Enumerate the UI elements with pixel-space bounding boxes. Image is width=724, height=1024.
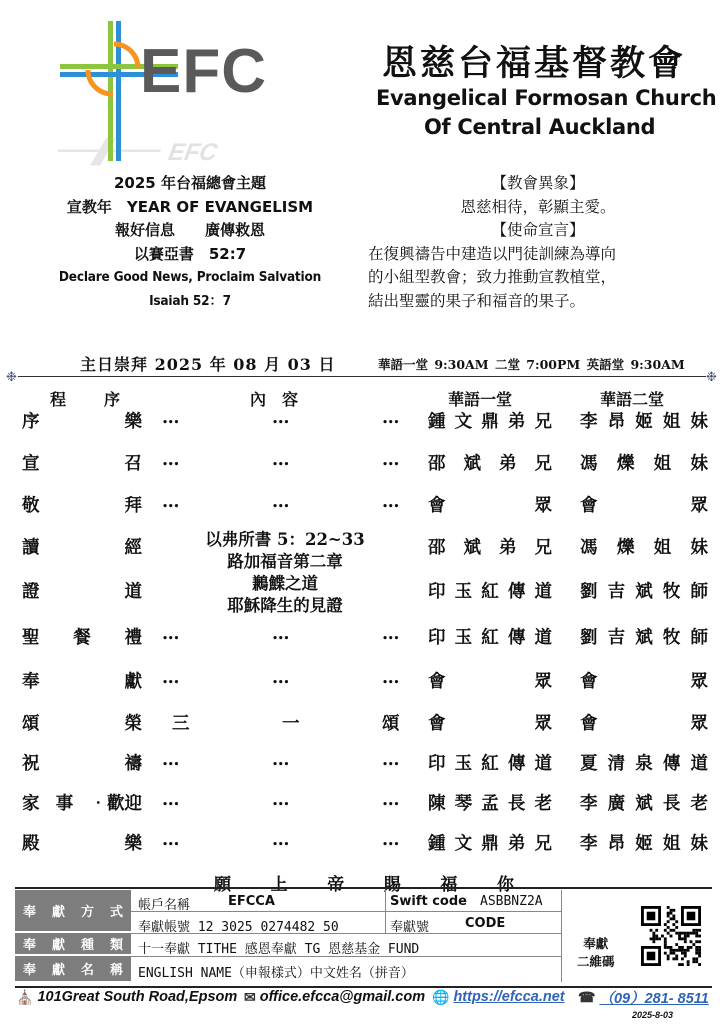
footer-address: ⛪ 101Great South Road,Epsom <box>16 988 238 1005</box>
program-header-order: 程 序 <box>50 390 120 409</box>
blessing: 願 上 帝 賜 福 你 <box>214 875 514 895</box>
ellipsis: … <box>382 668 400 688</box>
program-item: 殿 樂 <box>22 834 142 854</box>
service1-person: 印 玉 紅 傳 道 <box>428 754 552 774</box>
ellipsis: … <box>162 492 180 512</box>
mission-line: 的小組型教會；致力推動宣教植堂， <box>368 268 617 286</box>
program-item: 祝 禱 <box>22 754 142 774</box>
service2-person: 劉 吉 斌 牧 師 <box>580 628 708 648</box>
globe-icon: 🌐 <box>432 988 450 1005</box>
program-row <box>0 624 724 654</box>
logo-text: EFC <box>140 37 267 106</box>
account-name: EFCCA <box>228 894 275 909</box>
theme-line: 報好信息 廣傳救恩 <box>114 221 265 239</box>
program-item: 頌 榮 <box>22 714 142 734</box>
ellipsis: … <box>382 750 400 770</box>
offering-method-label: 奉 獻 方 式 <box>15 890 131 932</box>
program-content: 鶼鰈之道 耶穌降生的見證 <box>227 574 343 615</box>
program-content: 三 <box>172 714 190 734</box>
service1-person: 會 眾 <box>428 714 552 734</box>
program-item: 奉 獻 <box>22 672 142 692</box>
ellipsis: … <box>162 790 180 810</box>
vision-mission <box>368 172 708 313</box>
mission-line: 結出聖靈的果子和福音的果子。 <box>368 291 586 310</box>
ellipsis: … <box>382 450 400 470</box>
service2-person: 李 廣 斌 長 老 <box>580 794 708 814</box>
theme-line: 宣教年 YEAR OF EVANGELISM <box>66 197 314 216</box>
program-row <box>0 450 724 480</box>
annual-theme <box>20 172 360 313</box>
church-name-en-line2: Of Central Auckland <box>424 115 656 139</box>
program-row <box>0 710 724 740</box>
ellipsis: … <box>272 830 290 850</box>
program-item: 證 道 <box>22 582 142 602</box>
church-name-en-line1: Evangelical Formosan Church <box>376 86 717 110</box>
svg-text:EFC: EFC <box>164 139 222 166</box>
program-row <box>0 492 724 522</box>
service2-person: 會 眾 <box>580 496 708 516</box>
service1-person: 邵 斌 弟 兄 <box>428 538 552 558</box>
service2-person: 會 眾 <box>580 714 708 734</box>
church-name-cn: 恩慈台福基督教會 <box>382 44 687 84</box>
service2-person: 馮 爍 姐 妹 <box>580 538 708 558</box>
program-content: 一 <box>282 714 300 734</box>
ellipsis: … <box>272 668 290 688</box>
ellipsis: … <box>382 790 400 810</box>
offering-type-label: 奉 獻 種 類 <box>15 933 131 955</box>
program-header-service2: 華語二堂 <box>600 390 665 409</box>
service-times: 華語一堂 9:30AM 二堂 7:00PM 英語堂 9:30AM <box>378 357 685 372</box>
program-row <box>0 750 724 780</box>
program-content: 以弗所書 5：22~33 路加福音第二章 <box>205 530 365 571</box>
flower-ornament-icon: ❉ <box>706 370 717 385</box>
footer-website[interactable]: 🌐 https://efcca.net <box>432 988 565 1005</box>
program-item: 敬 拜 <box>22 496 142 516</box>
swift-code-label: Swift code <box>390 894 467 909</box>
service2-person: 會 眾 <box>580 672 708 692</box>
divider <box>561 890 562 982</box>
service2-person: 夏 清 泉 傳 道 <box>580 754 708 774</box>
qr-code[interactable] <box>641 906 701 966</box>
program-row <box>0 530 724 571</box>
program-item: 宣 召 <box>22 454 142 474</box>
program-header-content: 內 容 <box>250 390 299 409</box>
divider <box>131 911 561 912</box>
ellipsis: … <box>272 492 290 512</box>
vision-title: 【教會異象】 <box>491 174 585 192</box>
service1-person: 印 玉 紅 傳 道 <box>428 628 552 648</box>
mission-line: 在復興禱告中建造以門徒訓練為導向 <box>368 244 617 263</box>
ellipsis: … <box>162 830 180 850</box>
service2-person: 馮 爍 姐 妹 <box>580 454 708 474</box>
service2-person: 李 昂 姬 姐 妹 <box>580 834 708 854</box>
offering-name-format: ENGLISH NAME（申報樣式）中文姓名（拼音） <box>138 966 414 981</box>
ellipsis: … <box>162 624 180 644</box>
church-icon: ⛪ <box>16 988 34 1005</box>
program-content: 頌 <box>382 714 400 734</box>
service1-person: 鍾 文 鼎 弟 兄 <box>428 412 552 432</box>
program-row <box>0 830 724 860</box>
ellipsis: … <box>162 750 180 770</box>
vision-text: 恩慈相待，彰顯主愛。 <box>460 197 616 216</box>
ellipsis: … <box>162 450 180 470</box>
ellipsis: … <box>272 750 290 770</box>
program-row <box>0 790 724 820</box>
program-row <box>0 668 724 698</box>
code-label: 奉獻號 <box>390 920 430 935</box>
account-name-label: 帳戶名稱 <box>138 898 191 913</box>
code-value: CODE <box>465 916 506 931</box>
footer-email[interactable]: ✉ office.efcca@gmail.com <box>244 988 426 1005</box>
ellipsis: … <box>382 492 400 512</box>
theme-line: Isaiah 52：7 <box>149 292 231 309</box>
program-item: 家 事 ‧歡迎 <box>22 794 142 814</box>
mission-title: 【使命宣言】 <box>491 221 585 239</box>
offering-types: 十一奉獻 TITHE 感恩奉獻 TG 恩慈基金 FUND <box>138 942 420 957</box>
service-date: 主日崇拜 2025 年 08 月 03 日 <box>80 355 336 374</box>
phone-icon: ☎ <box>578 988 596 1005</box>
service1-person: 陳 琴 孟 長 老 <box>428 794 552 814</box>
ellipsis: … <box>162 408 180 428</box>
program-row <box>0 574 724 615</box>
ellipsis: … <box>272 450 290 470</box>
theme-line: 以賽亞書 52:7 <box>133 244 247 263</box>
footer-phone[interactable]: ☎ （09）281- 8511 <box>578 988 709 1007</box>
theme-line: Declare Good News, Proclaim Salvation <box>58 269 322 285</box>
qr-label: 奉獻 二維碼 <box>577 936 615 969</box>
ellipsis: … <box>382 624 400 644</box>
ellipsis: … <box>382 830 400 850</box>
service2-person: 劉 吉 斌 牧 師 <box>580 582 708 602</box>
ellipsis: … <box>382 408 400 428</box>
date-tag: 2025-8-03 <box>632 1010 674 1020</box>
service1-person: 邵 斌 弟 兄 <box>428 454 552 474</box>
program-item: 讀 經 <box>22 538 142 558</box>
service2-person: 李 昂 姬 姐 妹 <box>580 412 708 432</box>
service1-person: 會 眾 <box>428 672 552 692</box>
flower-ornament-icon: ❉ <box>6 370 17 385</box>
program-row <box>0 408 724 438</box>
offering-name-label: 奉 獻 名 稱 <box>15 956 131 982</box>
divider <box>18 376 706 377</box>
service1-person: 鍾 文 鼎 弟 兄 <box>428 834 552 854</box>
ellipsis: … <box>272 624 290 644</box>
swift-code: ASBBNZ2A <box>480 894 543 909</box>
program-item: 序 樂 <box>22 412 142 432</box>
theme-line: 2025 年台福總會主題 <box>114 174 266 192</box>
divider <box>385 890 386 933</box>
ellipsis: … <box>162 668 180 688</box>
service1-person: 印 玉 紅 傳 道 <box>428 582 552 602</box>
service1-person: 會 眾 <box>428 496 552 516</box>
ellipsis: … <box>272 408 290 428</box>
program-item: 聖 餐 禮 <box>22 628 142 648</box>
email-icon: ✉ <box>244 988 256 1005</box>
ellipsis: … <box>272 790 290 810</box>
account-number: 奉獻帳號 12 3025 0274482 50 <box>138 920 339 935</box>
program-header-service1: 華語一堂 <box>448 390 513 409</box>
